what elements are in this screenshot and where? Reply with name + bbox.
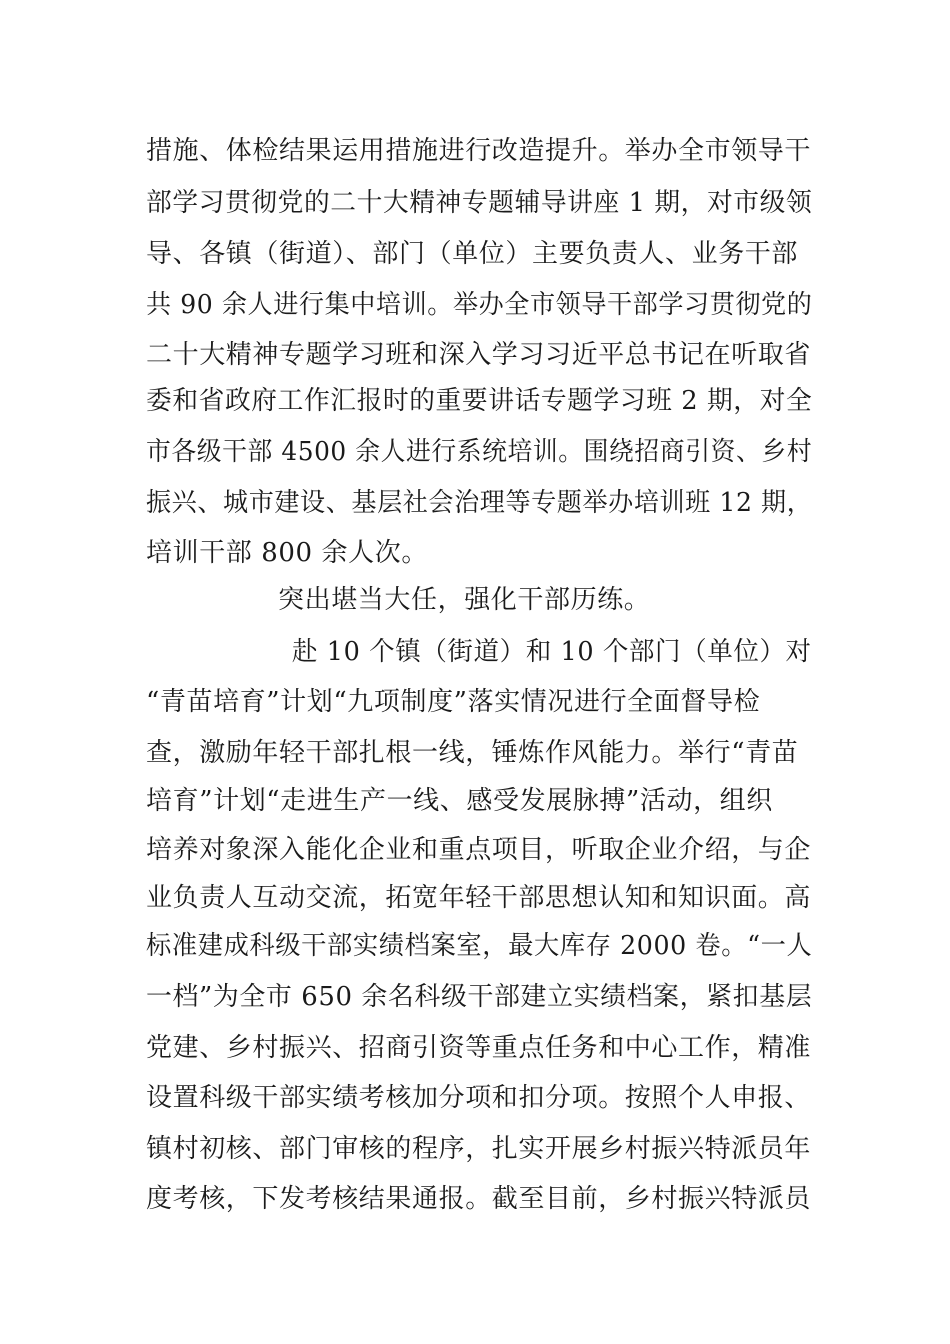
text-line: 部学习贯彻党的二十大精神专题辅导讲座 1 期，对市级领 <box>146 188 813 218</box>
text-line: 设置科级干部实绩考核加分项和扣分项。按照个人申报、 <box>146 1083 812 1113</box>
text-line: “青苗培育”计划“九项制度”落实情况进行全面督导检 <box>146 687 761 717</box>
text-line: 一档”为全市 650 余名科级干部建立实绩档案，紧扣基层 <box>146 982 813 1012</box>
text-line: 培育”计划“走进生产一线、感受发展脉搏”活动，组织 <box>146 786 773 816</box>
text-line: 导、各镇（街道）、部门（单位）主要负责人、业务干部 <box>146 239 799 269</box>
text-line: 共 90 余人进行集中培训。举办全市领导干部学习贯彻党的 <box>146 290 813 320</box>
text-line: 市各级干部 4500 余人进行系统培训。围绕招商引资、乡村 <box>146 437 813 467</box>
text-line: 业负责人互动交流，拓宽年轻干部思想认知和知识面。高 <box>146 883 812 913</box>
text-line: 培养对象深入能化企业和重点项目，听取企业介绍，与企 <box>146 835 812 865</box>
text-line: 查，激励年轻干部扎根一线，锤炼作风能力。举行“青苗 <box>146 738 799 768</box>
text-line: 度考核，下发考核结果通报。截至目前，乡村振兴特派员 <box>146 1184 812 1214</box>
text-line: 标准建成科级干部实绩档案室，最大库存 2000 卷。“一人 <box>146 931 813 961</box>
text-line: 措施、体检结果运用措施进行改造提升。举办全市领导干 <box>146 136 812 166</box>
text-line: 委和省政府工作汇报时的重要讲话专题学习班 2 期，对全 <box>146 386 813 416</box>
text-line: 二十大精神专题学习班和深入学习习近平总书记在听取省 <box>146 340 812 370</box>
text-line: 培训干部 800 余人次。 <box>146 538 428 568</box>
text-line: 赴 10 个镇（街道）和 10 个部门（单位）对 <box>292 637 812 667</box>
text-line: 镇村初核、部门审核的程序，扎实开展乡村振兴特派员年 <box>146 1134 812 1164</box>
text-line: 党建、乡村振兴、招商引资等重点任务和中心工作，精准 <box>146 1033 812 1063</box>
section-heading: 突出堪当大任，强化干部历练。 <box>278 585 651 615</box>
text-line: 振兴、城市建设、基层社会治理等专题举办培训班 12 期， <box>146 488 813 518</box>
